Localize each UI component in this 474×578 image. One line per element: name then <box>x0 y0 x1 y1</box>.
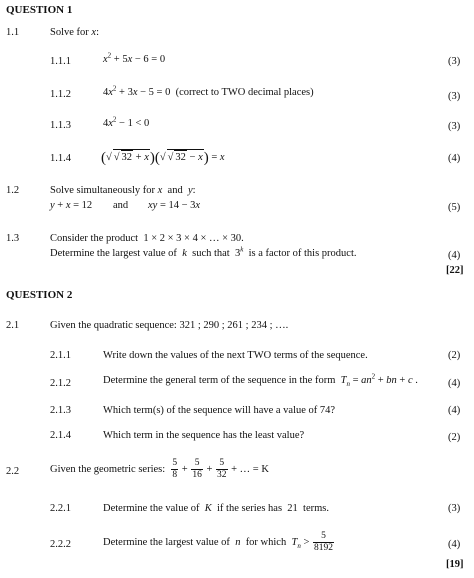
item-text: Determine the value of K if the series has 21 terms. <box>103 503 329 514</box>
item-number: 1.1.4 <box>50 153 71 164</box>
item-number: 2.1.3 <box>50 405 71 416</box>
section-text: Given the geometric series: $\frac{5}{8}$ + $\frac{5}{16}$ + $\frac{5}{32}$ + … = K <box>50 458 269 481</box>
item-marks: (3) <box>448 121 461 132</box>
item-text: Which term(s) of the sequence will have a value of 74? <box>103 405 336 416</box>
item-marks: (3) <box>448 503 461 514</box>
item-marks: (4) <box>448 405 461 416</box>
item-marks: (2) <box>448 350 461 361</box>
item-marks: (3) <box>448 56 461 67</box>
item-marks: (5) <box>448 202 461 213</box>
section-number: 1.3 <box>6 233 20 244</box>
item-expression: $4x^2 - 1 < 0$ <box>103 115 150 129</box>
equation-1: y + x = 12 <box>50 200 93 211</box>
question-2-heading: QUESTION 2 <box>6 289 73 301</box>
item-number: 2.1.4 <box>50 430 71 441</box>
item-number: 2.2.2 <box>50 539 71 550</box>
section-text: Determine the largest value of k such that 3$^k$ is a factor of this product. <box>50 245 357 259</box>
item-number: 2.1.2 <box>50 378 71 389</box>
item-number: 1.1.2 <box>50 89 71 100</box>
and-word: and <box>113 200 129 211</box>
item-text: Which term in the sequence has the least value? <box>103 430 305 441</box>
section-text: Consider the product 1 × 2 × 3 × 4 × … × 30. <box>50 233 244 244</box>
section-number: 1.1 <box>6 27 20 38</box>
section-number: 2.1 <box>6 320 20 331</box>
item-number: 2.2.1 <box>50 503 71 514</box>
question-total: [19] <box>446 559 464 570</box>
item-marks: (2) <box>448 432 461 443</box>
item-marks: (4) <box>448 153 461 164</box>
section-text: Solve simultaneously for x and y: <box>50 185 196 196</box>
item-text: Determine the largest value of n for which $T_n$ > $\frac{5}{8192}$ <box>103 531 333 554</box>
item-expression: (√ √ 32 + x)(√ √ 32 − x) = x <box>101 150 225 166</box>
section-number: 2.2 <box>6 466 20 477</box>
equation-2: xy = 14 − 3x <box>148 200 201 211</box>
item-number: 1.1.1 <box>50 56 71 67</box>
section-text: Solve for x: <box>50 27 100 38</box>
item-marks: (4) <box>448 539 461 550</box>
item-marks: (4) <box>448 378 461 389</box>
item-text: Write down the values of the next TWO terms of the sequence. <box>103 350 368 361</box>
question-total: [22] <box>446 265 464 276</box>
item-number: 1.1.3 <box>50 120 71 131</box>
item-marks: (4) <box>448 250 461 261</box>
item-expression: $4x^2 + 3x - 5 = 0$ (correct to TWO decimal places) <box>103 84 314 98</box>
item-marks: (3) <box>448 91 461 102</box>
item-number: 2.1.1 <box>50 350 71 361</box>
section-number: 1.2 <box>6 185 20 196</box>
item-text: Determine the general term of the sequence in the form $T_n = an^2$ + bn + c . <box>103 372 418 389</box>
item-expression: $x^2 + 5x - 6 = 0$ <box>103 51 166 65</box>
section-text: Given the quadratic sequence: 321 ; 290 ; 261 ; 234 ; …. <box>50 320 289 331</box>
question-1-heading: QUESTION 1 <box>6 4 73 16</box>
